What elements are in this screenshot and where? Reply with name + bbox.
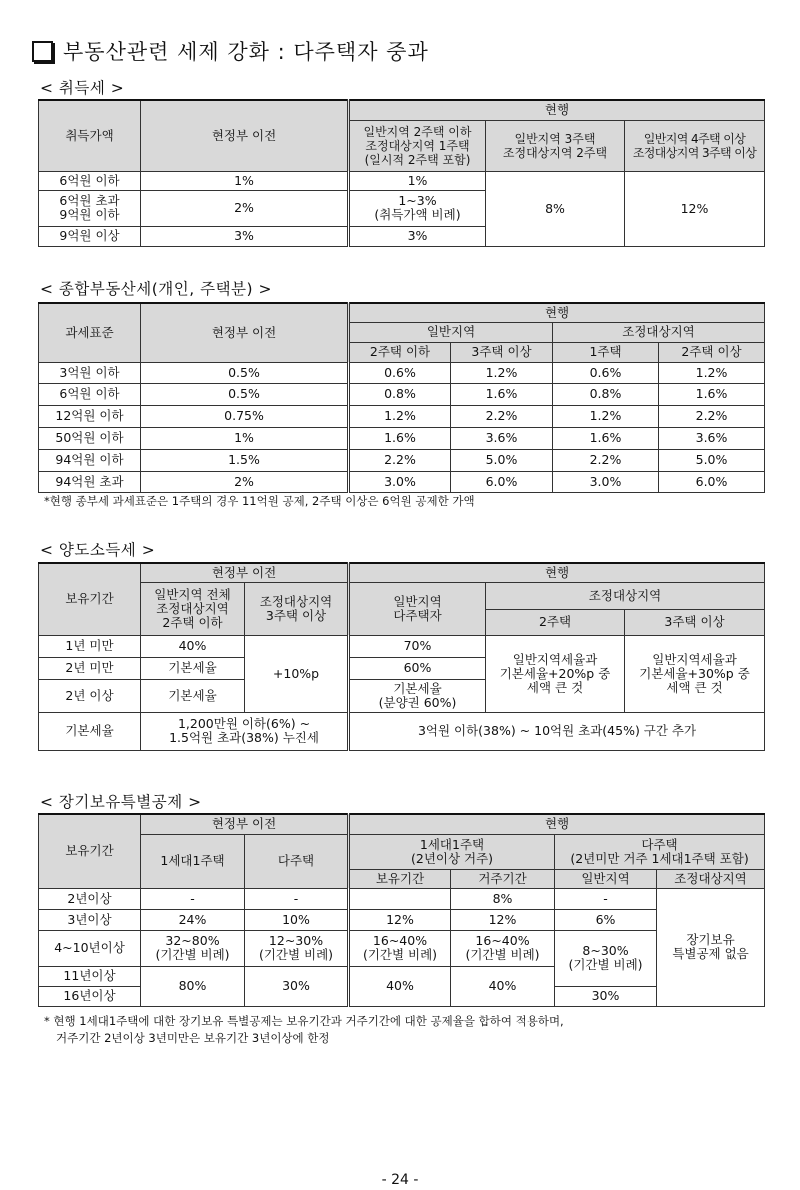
table-row bbox=[39, 405, 765, 427]
hold-cell: 12% bbox=[349, 909, 451, 930]
basic-rate-label: 기본세율 bbox=[39, 712, 141, 750]
header-hold: 보유기간 bbox=[349, 869, 451, 888]
now-general-cell: 70% bbox=[349, 635, 486, 657]
general-3-cell: 3.6% bbox=[451, 427, 553, 449]
prev-2-cell: 10% bbox=[245, 909, 349, 930]
prev-1-cell: 80% bbox=[141, 966, 245, 1006]
section-heading-long-term-deduction: < 장기보유특별공제 > bbox=[40, 793, 202, 811]
prev-1-cell: - bbox=[141, 888, 245, 909]
header-adjusted-2: 2주택 이상 bbox=[659, 342, 765, 362]
general-3-cell: 2.2% bbox=[451, 405, 553, 427]
header-live: 거주기간 bbox=[451, 869, 555, 888]
adjusted-2-cell: 6.0% bbox=[659, 471, 765, 492]
acquisition-tax-table bbox=[38, 99, 765, 247]
header-adjusted: 조정대상지역 bbox=[553, 322, 765, 342]
prev-2-cell: 30% bbox=[245, 966, 349, 1006]
hold-cell: 16~40% (기간별 비례) bbox=[349, 930, 451, 966]
adjusted-2-cell: 2.2% bbox=[659, 405, 765, 427]
long-term-deduction-table bbox=[38, 813, 765, 1007]
prev-1-cell: 24% bbox=[141, 909, 245, 930]
general-cell: 8~30% (기간별 비례) bbox=[555, 930, 657, 986]
header-adjusted: 조정대상지역 bbox=[486, 582, 765, 609]
prev-1-cell: 기본세율 bbox=[141, 679, 245, 712]
base-cell: 50억원 이하 bbox=[39, 427, 141, 449]
price-cell: 6억원 이하 bbox=[39, 171, 141, 190]
header-now: 현행 bbox=[349, 100, 765, 120]
base-cell: 3억원 이하 bbox=[39, 362, 141, 383]
prev-cell: 1.5% bbox=[141, 449, 349, 471]
header-general-2: 2주택 이하 bbox=[349, 342, 451, 362]
header-prev-2: 조정대상지역 3주택 이상 bbox=[245, 582, 349, 635]
prev-cell: 0.75% bbox=[141, 405, 349, 427]
header-general: 일반지역 bbox=[349, 322, 553, 342]
header-now-multi: 다주택 (2년미만 거주 1세대1주택 포함) bbox=[555, 834, 765, 869]
long-term-note-2: 거주기간 2년이상 3년미만은 보유기간 3년이상에 한정 bbox=[56, 1031, 330, 1045]
header-tier3: 일반지역 4주택 이상 조정대상지역 3주택 이상 bbox=[625, 120, 765, 171]
page-title bbox=[32, 36, 429, 66]
adjusted-1-cell: 2.2% bbox=[553, 449, 659, 471]
header-price: 취득가액 bbox=[39, 100, 141, 171]
base-cell: 94억원 이하 bbox=[39, 449, 141, 471]
prev-cell: 2% bbox=[141, 471, 349, 492]
capital-gains-tax-table bbox=[38, 562, 765, 751]
header-tier1: 일반지역 2주택 이하 조정대상지역 1주택 (일시적 2주택 포함) bbox=[349, 120, 486, 171]
header-base: 과세표준 bbox=[39, 303, 141, 362]
general-2-cell: 2.2% bbox=[349, 449, 451, 471]
adjusted-2-cell: 3.6% bbox=[659, 427, 765, 449]
prev-2-cell: 12~30% (기간별 비례) bbox=[245, 930, 349, 966]
header-now: 현행 bbox=[349, 303, 765, 322]
header-period: 보유기간 bbox=[39, 563, 141, 635]
header-now: 현행 bbox=[349, 814, 765, 834]
header-period: 보유기간 bbox=[39, 814, 141, 888]
table-row bbox=[39, 427, 765, 449]
adjusted-3-cell: 일반지역세율과 기본세율+30%p 중 세액 큰 것 bbox=[625, 635, 765, 712]
general-3-cell: 1.6% bbox=[451, 383, 553, 405]
adjusted-2-cell: 일반지역세율과 기본세율+20%p 중 세액 큰 것 bbox=[486, 635, 625, 712]
header-adjusted-2: 2주택 bbox=[486, 609, 625, 635]
general-2-cell: 1.6% bbox=[349, 427, 451, 449]
general-cell: 6% bbox=[555, 909, 657, 930]
header-now-single: 1세대1주택 (2년이상 거주) bbox=[349, 834, 555, 869]
header-prev: 현정부 이전 bbox=[141, 303, 349, 362]
base-cell: 94억원 초과 bbox=[39, 471, 141, 492]
prev-cell: 0.5% bbox=[141, 362, 349, 383]
tier1-cell: 1% bbox=[349, 171, 486, 190]
header-adjusted-1: 1주택 bbox=[553, 342, 659, 362]
general-3-cell: 1.2% bbox=[451, 362, 553, 383]
prev-cell: 1% bbox=[141, 171, 349, 190]
adjusted-1-cell: 0.8% bbox=[553, 383, 659, 405]
prev-1-cell: 기본세율 bbox=[141, 657, 245, 679]
header-now: 현행 bbox=[349, 563, 765, 582]
header-adjusted: 조정대상지역 bbox=[657, 869, 765, 888]
price-cell: 9억원 이상 bbox=[39, 226, 141, 246]
header-prev: 현정부 이전 bbox=[141, 100, 349, 171]
long-term-note-1: * 현행 1세대1주택에 대한 장기보유 특별공제는 보유기간과 거주기간에 대한 공제율을 합하여 적용하며, bbox=[44, 1014, 564, 1028]
header-now-general: 일반지역 다주택자 bbox=[349, 582, 486, 635]
period-cell: 4~10년이상 bbox=[39, 930, 141, 966]
header-prev-2: 다주택 bbox=[245, 834, 349, 888]
period-cell: 2년이상 bbox=[39, 888, 141, 909]
general-2-cell: 0.8% bbox=[349, 383, 451, 405]
general-2-cell: 3.0% bbox=[349, 471, 451, 492]
page-title-text: 부동산관련 세제 강화 : 다주택자 중과 bbox=[63, 40, 429, 64]
header-prev: 현정부 이전 bbox=[141, 814, 349, 834]
live-cell: 40% bbox=[451, 966, 555, 1006]
adjusted-1-cell: 3.0% bbox=[553, 471, 659, 492]
prev-cell: 0.5% bbox=[141, 383, 349, 405]
general-2-cell: 0.6% bbox=[349, 362, 451, 383]
now-general-cell: 60% bbox=[349, 657, 486, 679]
table-row bbox=[39, 383, 765, 405]
section-heading-comprehensive-tax: < 종합부동산세(개인, 주택분) > bbox=[40, 280, 272, 298]
comprehensive-tax-table bbox=[38, 302, 765, 493]
table-row bbox=[39, 449, 765, 471]
prev-1-cell: 40% bbox=[141, 635, 245, 657]
prev-cell: 2% bbox=[141, 190, 349, 226]
header-prev-1: 1세대1주택 bbox=[141, 834, 245, 888]
live-cell: 12% bbox=[451, 909, 555, 930]
section-heading-capital-gains-tax: < 양도소득세 > bbox=[40, 541, 156, 559]
period-cell: 16년이상 bbox=[39, 986, 141, 1006]
comprehensive-tax-note: *현행 종부세 과세표준은 1주택의 경우 11억원 공제, 2주택 이상은 6억원 공제한 가액 bbox=[44, 494, 475, 508]
now-general-cell: 기본세율 (분양권 60%) bbox=[349, 679, 486, 712]
header-general-3: 3주택 이상 bbox=[451, 342, 553, 362]
general-3-cell: 5.0% bbox=[451, 449, 553, 471]
general-cell: - bbox=[555, 888, 657, 909]
period-cell: 2년 이상 bbox=[39, 679, 141, 712]
adjusted-cell: 장기보유 특별공제 없음 bbox=[657, 888, 765, 1006]
prev-1-cell: 32~80% (기간별 비례) bbox=[141, 930, 245, 966]
table-row bbox=[39, 362, 765, 383]
basic-rate-prev: 1,200만원 이하(6%) ~ 1.5억원 초과(38%) 누진세 bbox=[141, 712, 349, 750]
header-tier2: 일반지역 3주택 조정대상지역 2주택 bbox=[486, 120, 625, 171]
hold-cell: 40% bbox=[349, 966, 451, 1006]
section-heading-acquisition-tax: < 취득세 > bbox=[40, 79, 125, 97]
prev-cell: 1% bbox=[141, 427, 349, 449]
adjusted-2-cell: 1.6% bbox=[659, 383, 765, 405]
live-cell: 8% bbox=[451, 888, 555, 909]
prev-2-cell: - bbox=[245, 888, 349, 909]
live-cell: 16~40% (기간별 비례) bbox=[451, 930, 555, 966]
tier1-cell: 1~3% (취득가액 비례) bbox=[349, 190, 486, 226]
header-prev-1: 일반지역 전체 조정대상지역 2주택 이하 bbox=[141, 582, 245, 635]
checkbox-square-icon bbox=[32, 41, 53, 62]
basic-rate-now: 3억원 이하(38%) ~ 10억원 초과(45%) 구간 추가 bbox=[349, 712, 765, 750]
prev-cell: 3% bbox=[141, 226, 349, 246]
adjusted-1-cell: 1.2% bbox=[553, 405, 659, 427]
hold-cell bbox=[349, 888, 451, 909]
tier3-cell: 12% bbox=[625, 171, 765, 246]
prev-2-cell: +10%p bbox=[245, 635, 349, 712]
period-cell: 3년이상 bbox=[39, 909, 141, 930]
adjusted-1-cell: 1.6% bbox=[553, 427, 659, 449]
page-number: - 24 - bbox=[381, 1172, 419, 1188]
header-adjusted-3: 3주택 이상 bbox=[625, 609, 765, 635]
tier1-cell: 3% bbox=[349, 226, 486, 246]
adjusted-2-cell: 1.2% bbox=[659, 362, 765, 383]
general-cell: 30% bbox=[555, 986, 657, 1006]
header-prev: 현정부 이전 bbox=[141, 563, 349, 582]
tier2-cell: 8% bbox=[486, 171, 625, 246]
adjusted-1-cell: 0.6% bbox=[553, 362, 659, 383]
period-cell: 1년 미만 bbox=[39, 635, 141, 657]
period-cell: 11년이상 bbox=[39, 966, 141, 986]
adjusted-2-cell: 5.0% bbox=[659, 449, 765, 471]
header-general: 일반지역 bbox=[555, 869, 657, 888]
period-cell: 2년 미만 bbox=[39, 657, 141, 679]
base-cell: 6억원 이하 bbox=[39, 383, 141, 405]
base-cell: 12억원 이하 bbox=[39, 405, 141, 427]
table-row bbox=[39, 471, 765, 492]
general-2-cell: 1.2% bbox=[349, 405, 451, 427]
price-cell: 6억원 초과 9억원 이하 bbox=[39, 190, 141, 226]
general-3-cell: 6.0% bbox=[451, 471, 553, 492]
